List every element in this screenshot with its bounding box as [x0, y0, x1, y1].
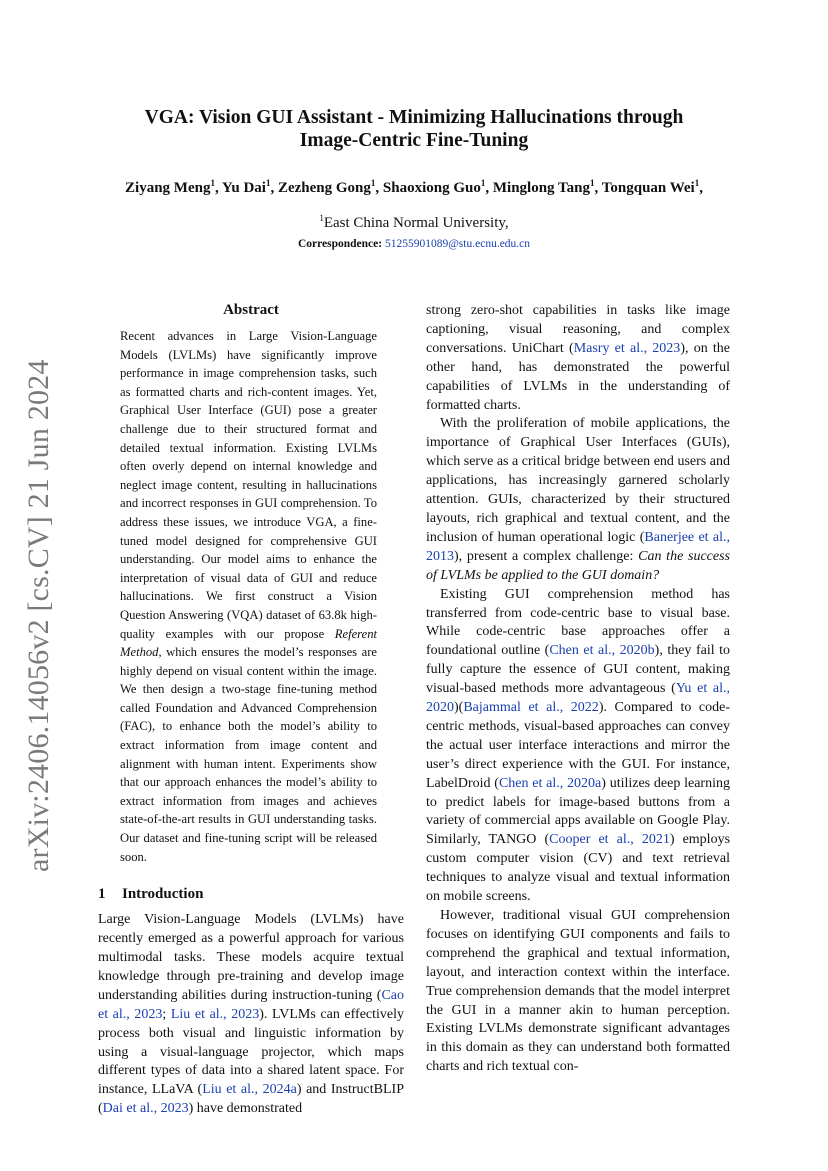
- title-line-2: Image-Centric Fine-Tuning: [299, 130, 529, 151]
- author-separator: ,: [270, 180, 278, 196]
- section-heading: [98, 886, 404, 903]
- text-run: , which ensures the model’s responses are highly depend on visual content within the image. We then design a two-stage fine-tuning method called Foundation and Advanced Comprehension (FAC), to enhance both the model’s ability to extract information from image content and alignment with human intent. Experiments show that our approach enhances the model’s ability to extract information from images and achieves state-of-the-art results in GUI understanding tasks. Our dataset and fine-tuning script will be released soon.: [120, 645, 377, 864]
- intro-left-text: [98, 911, 404, 1119]
- author-name: Zezheng Gong: [277, 180, 371, 196]
- body-paragraph: [426, 415, 730, 585]
- affiliation: [0, 215, 828, 232]
- left-column: [98, 302, 404, 1119]
- section-title: Introduction: [122, 886, 204, 903]
- citation-link[interactable]: Liu et al., 2024a: [202, 1082, 297, 1098]
- affiliation-name: East China Normal University,: [323, 215, 509, 231]
- author-name: Yu Dai: [221, 180, 266, 196]
- text-run: ) utilizes deep learning to predict labels for image-based buttons from a variety of commercial apps available on Google Play. Similarly, TANGO (: [426, 775, 730, 848]
- author-name: Ziyang Meng: [125, 180, 211, 196]
- author-separator: ,: [214, 180, 222, 196]
- paper-title: [0, 106, 828, 152]
- text-run: strong zero-shot capabilities in tasks like image captioning, visual reasoning, and complex conversations. UniChart (: [426, 303, 730, 356]
- abstract-text: [120, 327, 377, 866]
- text-run: ) and InstructBLIP (: [98, 1082, 404, 1117]
- author-affiliation-marker: 1: [370, 178, 376, 188]
- citation-link[interactable]: Liu et al., 2023: [170, 1006, 260, 1022]
- citation-link[interactable]: Cooper et al., 2021: [549, 832, 670, 848]
- citation-link[interactable]: Bajammal et al., 2022: [463, 700, 599, 716]
- text-run: ), on the other hand, has demonstrated the powerful capabilities of LVLMs in the understanding of formatted charts.: [426, 340, 731, 413]
- body-paragraph: [98, 911, 404, 1119]
- citation-link[interactable]: Banerjee et al., 2013: [426, 529, 731, 564]
- emphasis-text: Referent Method: [120, 626, 377, 660]
- text-run: Large Vision-Language Models (LVLMs) have recently emerged as a powerful approach for various multimodal tasks. These models acquire textual knowledge through pre-training and develop image understanding abilities during instruction-tuning (: [98, 912, 404, 1003]
- text-run: With the proliferation of mobile applications, the importance of Graphical User Interfaces (GUIs), which serve as a critical bridge between end users and applications, has increasingly garnered scholarly attention. GUIs, characterized by their structured layouts, rich graphical and textual content, and the inclusion of human operational logic (: [426, 416, 730, 545]
- body-paragraph: [426, 302, 730, 415]
- author-separator: ,: [485, 180, 493, 196]
- text-run: ) employs custom computer vision (CV) and text retrieval techniques to analyze visual and textual information on mobile screens.: [426, 832, 731, 905]
- author-separator: ,: [375, 180, 383, 196]
- author-affiliation-marker: 1: [210, 178, 215, 188]
- text-run: )(: [454, 700, 464, 716]
- author-affiliation-marker: 1: [265, 178, 271, 188]
- author-name: Minglong Tang: [492, 180, 591, 196]
- citation-link[interactable]: Chen et al., 2020a: [498, 775, 602, 791]
- correspondence-email-link[interactable]: 51255901089@stu.ecnu.edu.cn: [384, 238, 531, 250]
- title-line-1: VGA: Vision GUI Assistant - Minimizing Hallucinations through: [144, 107, 684, 128]
- author-list: [0, 180, 828, 197]
- text-run: Recent advances in Large Vision-Language Models (LVLMs) have significantly improve performance in image comprehension tasks, such as formatted charts and rich-content images. Yet, Graphical User Interface (GUI) pose a greater challenge due to their structured format and detailed textual information. Existing LVLMs often overly depend on internal knowledge and neglect image content, resulting in hallucinations and incorrect responses in GUI comprehension. To address these issues, we introduce VGA, a fine-tuned model designed for comprehensive GUI understanding. Our model aims to enhance the interpretation of visual data of GUI and reduce hallucinations. We first construct a Vision Question Answering (VQA) dataset of 63.8k high-quality examples with our propose: [120, 329, 377, 641]
- text-run: ). LVLMs can effectively process both visual and linguistic information by using a visual-language projector, which maps different types of data into a shared latent space. For instance, LLaVA (: [98, 1006, 405, 1098]
- author-separator: ,: [699, 180, 703, 196]
- author-affiliation-marker: 1: [590, 178, 595, 188]
- text-run: ;: [162, 1006, 171, 1022]
- affiliation-marker: 1: [319, 213, 324, 223]
- section-number: 1: [98, 886, 106, 903]
- citation-link[interactable]: Masry et al., 2023: [573, 340, 681, 356]
- text-run: ), they fail to fully capture the essence of GUI content, making visual-based methods more advantageous (: [426, 643, 731, 697]
- text-run: ) have demonstrated: [188, 1101, 303, 1117]
- abstract-heading: Abstract: [223, 302, 279, 318]
- author-affiliation-marker: 1: [480, 178, 486, 188]
- citation-link[interactable]: Yu et al., 2020: [426, 681, 731, 716]
- author-affiliation-marker: 1: [694, 178, 700, 188]
- correspondence-label: Correspondence:: [297, 238, 383, 250]
- emphasis-text: Can the success of LVLMs be applied to the GUI domain?: [426, 548, 730, 583]
- body-paragraph: [426, 586, 730, 907]
- right-column: [426, 302, 730, 1077]
- author-separator: ,: [594, 180, 602, 196]
- intro-right-text: [426, 302, 730, 1077]
- correspondence: [0, 238, 828, 250]
- citation-link[interactable]: Dai et al., 2023: [102, 1101, 189, 1117]
- author-name: Tongquan Wei: [601, 180, 695, 196]
- author-name: Shaoxiong Guo: [382, 180, 481, 196]
- text-run: ). Compared to code-centric methods, visual-based approaches can convey the actual user interface interactions and mirror the user’s direct experience with the GUI. For instance, LabelDroid (: [426, 700, 730, 791]
- citation-link[interactable]: Cao et al., 2023: [98, 987, 404, 1022]
- arxiv-identifier: arXiv:2406.14056v2 [cs.CV] 21 Jun 2024: [22, 359, 55, 872]
- text-run: However, traditional visual GUI comprehension focuses on identifying GUI components and fails to comprehend the graphical and textual information, layout, and interaction context within the interface. True comprehension demands that the model interpret the GUI in a manner akin to human perception. Existing LVLMs demonstrate significant advantages in this domain as they can understand both formatted charts and rich textual con-: [426, 908, 730, 1075]
- text-run: Existing GUI comprehension method has transferred from code-centric base to visual base. While code-centric base approaches offer a foundational outline (: [426, 586, 730, 659]
- text-run: ), present a complex challenge:: [454, 548, 639, 564]
- citation-link[interactable]: Chen et al., 2020b: [549, 643, 655, 659]
- body-paragraph: [426, 907, 730, 1077]
